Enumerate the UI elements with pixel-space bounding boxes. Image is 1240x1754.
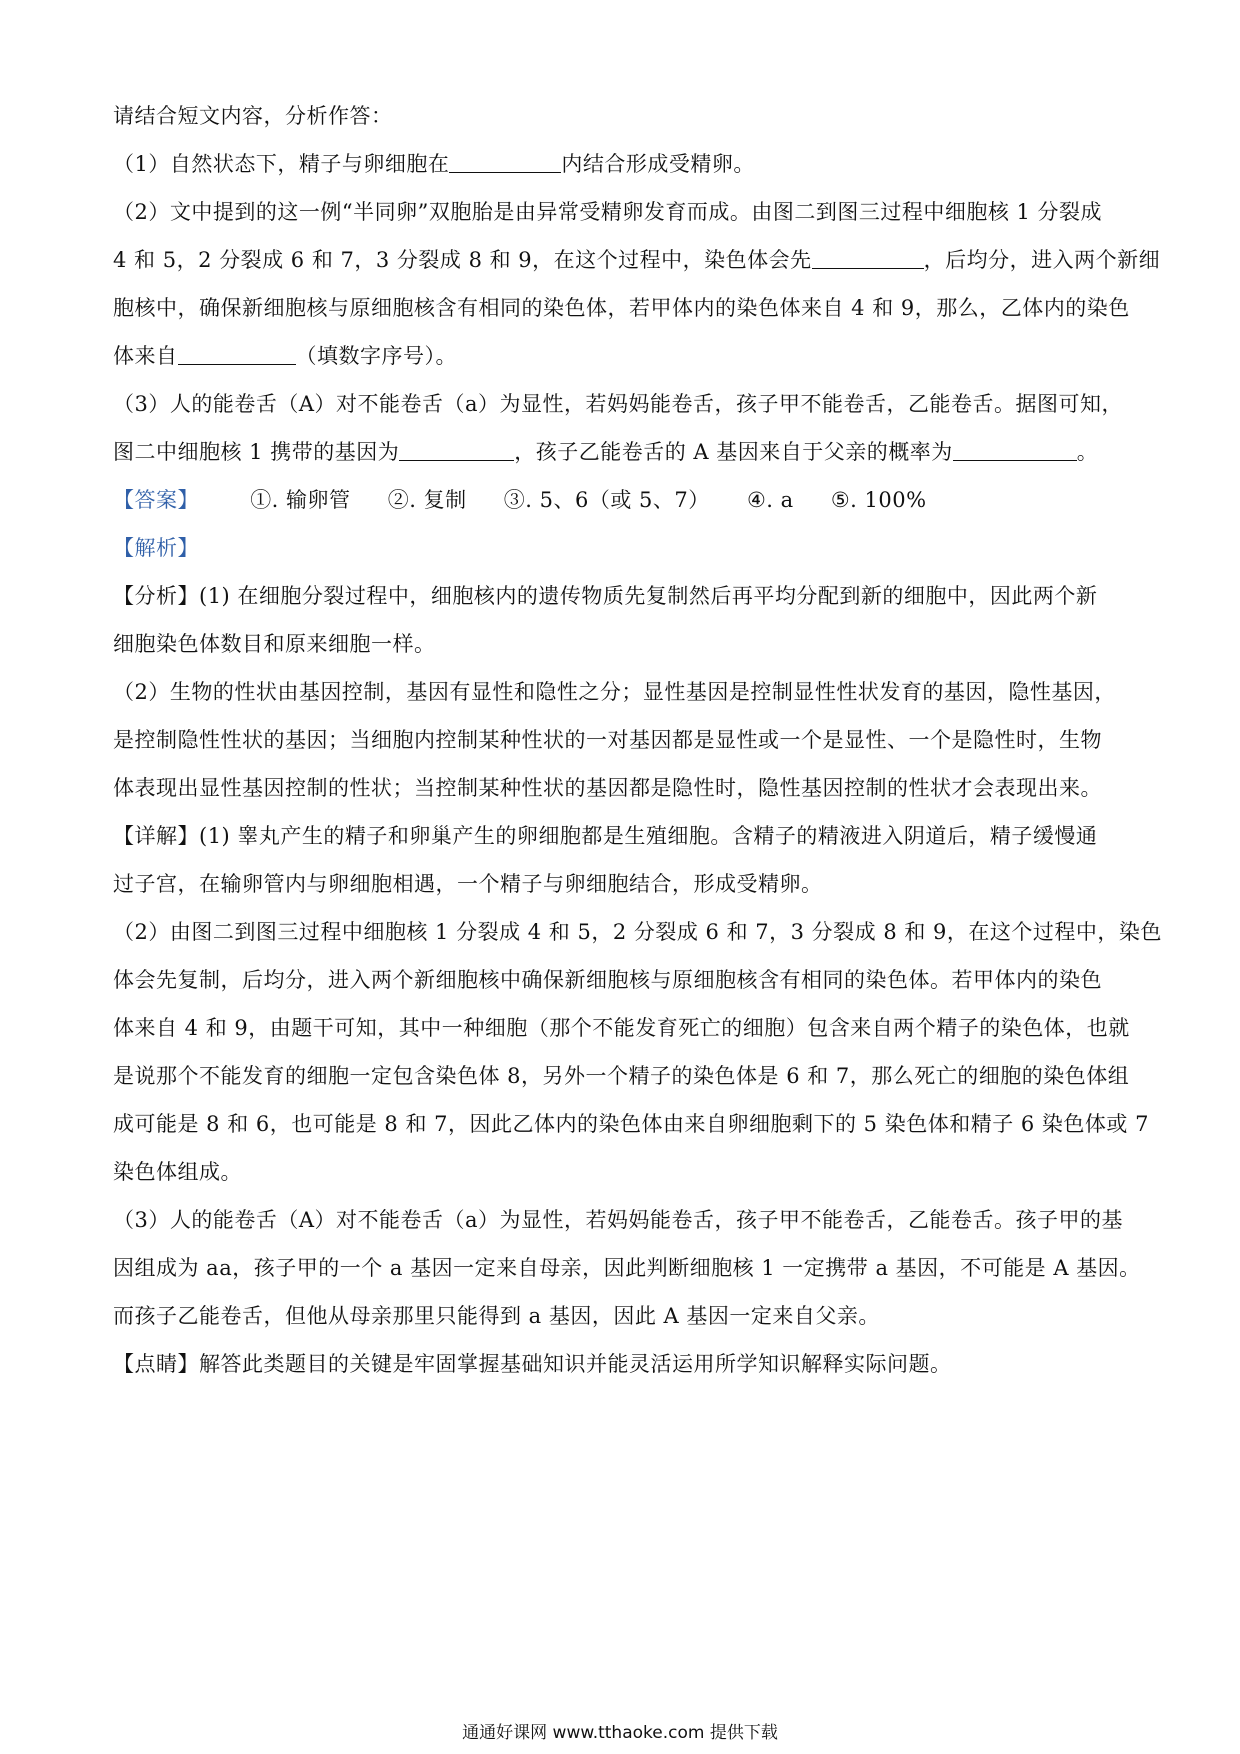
answer-item-5: ⑤. 100%: [830, 488, 927, 512]
analysis-tag: 【解析】: [113, 536, 199, 560]
question-2-line-3: 胞核中，确保新细胞核与原细胞核含有相同的染色体，若甲体内的染色体来自 4 和 9，那么，乙体内的染色: [113, 296, 1130, 320]
xiangjie-line-3: （2）由图二到图三过程中细胞核 1 分裂成 4 和 5，2 分裂成 6 和 7，3 分裂成 8 和 9，在这个过程中，染色: [113, 920, 1162, 944]
xiangjie-line-9: （3）人的能卷舌（A）对不能卷舌（a）为显性，若妈妈能卷舌，孩子甲不能卷舌，乙能卷舌。孩子甲的基: [113, 1208, 1124, 1232]
fenxi-line-1: 【分析】(1) 在细胞分裂过程中，细胞核内的遗传物质先复制然后再平均分配到新的细胞中，因此两个新: [113, 584, 1098, 608]
fenxi-line-5: 体表现出显性基因控制的性状；当控制某种性状的基因都是隐性时，隐性基因控制的性状才会表现出来。: [113, 776, 1102, 800]
fenxi-line-4: 是控制隐性性状的基因；当细胞内控制某种性状的一对基因都是显性或一个是显性、一个是隐性时，生物: [113, 728, 1102, 752]
q2-answer-blank-1[interactable]: [812, 242, 924, 269]
q3-answer-blank-1[interactable]: [399, 434, 514, 461]
q3-text-middle: ，孩子乙能卷舌的 A 基因来自于父亲的概率为: [514, 440, 953, 464]
question-1: [113, 140, 1128, 188]
q2-text-after-blank-2: （填数字序号）。: [295, 344, 457, 368]
q3-answer-blank-2[interactable]: [953, 434, 1077, 461]
xiangjie-line-6: 是说那个不能发育的细胞一定包含染色体 8，另外一个精子的染色体是 6 和 7，那么死亡的细胞的染色体组: [113, 1064, 1130, 1088]
q1-text-after: 内结合形成受精卵。: [561, 152, 755, 176]
intro-line: 请结合短文内容，分析作答：: [113, 104, 393, 128]
q1-answer-blank[interactable]: [449, 146, 561, 173]
question-3-line-1: （3）人的能卷舌（A）对不能卷舌（a）为显性，若妈妈能卷舌，孩子甲不能卷舌，乙能卷舌。据图可知，: [113, 392, 1124, 416]
question-3-line-2: [113, 428, 1128, 476]
fenxi-line-3: （2）生物的性状由基因控制，基因有显性和隐性之分；显性基因是控制显性性状发育的基因，隐性基因，: [113, 680, 1116, 704]
xiangjie-line-2: 过子宫，在输卵管内与卵细胞相遇，一个精子与卵细胞结合，形成受精卵。: [113, 872, 823, 896]
q2-text-before-blank: 4 和 5，2 分裂成 6 和 7，3 分裂成 8 和 9，在这个过程中，染色体会先: [113, 248, 812, 272]
answer-tag: 【答案】: [113, 488, 199, 512]
q1-text-before: （1）自然状态下，精子与卵细胞在: [113, 152, 450, 176]
answer-item-2: ②. 复制: [387, 488, 467, 512]
xiangjie-line-8: 染色体组成。: [113, 1160, 242, 1184]
document-body: [113, 92, 1162, 1388]
answer-item-1: ①. 输卵管: [250, 488, 351, 512]
q2-text-after-blank: ，后均分，进入两个新细: [923, 248, 1161, 272]
q2-answer-blank-2[interactable]: [178, 338, 296, 365]
page-footer: 通通好课网 www.tthaoke.com 提供下载: [462, 1723, 778, 1743]
answer-item-3: ③. 5、6（或 5、7）: [503, 488, 710, 512]
question-2-line-2: [113, 236, 1161, 284]
question-2-line-4: [113, 332, 1128, 380]
q3-text-before-blank: 图二中细胞核 1 携带的基因为: [113, 440, 400, 464]
answer-item-4: ④. a: [746, 488, 794, 512]
q3-text-after: 。: [1076, 440, 1099, 464]
xiangjie-line-11: 而孩子乙能卷舌，但他从母亲那里只能得到 a 基因，因此 A 基因一定来自父亲。: [113, 1304, 880, 1328]
xiangjie-line-5: 体来自 4 和 9，由题干可知，其中一种细胞（那个不能发育死亡的细胞）包含来自两个精子的染色体，也就: [113, 1016, 1130, 1040]
q2-text-before-blank-2: 体来自: [113, 344, 178, 368]
fenxi-line-2: 细胞染色体数目和原来细胞一样。: [113, 632, 436, 656]
answer-line: [113, 476, 1128, 524]
dianjing-line: 【点睛】解答此类题目的关键是牢固掌握基础知识并能灵活运用所学知识解释实际问题。: [113, 1352, 952, 1376]
xiangjie-line-7: 成可能是 8 和 6，也可能是 8 和 7，因此乙体内的染色体由来自卵细胞剩下的 5 染色体和精子 6 染色体或 7: [113, 1112, 1149, 1136]
question-2-line-1: （2）文中提到的这一例“半同卵”双胞胎是由异常受精卵发育而成。由图二到图三过程中细胞核 1 分裂成: [113, 200, 1103, 224]
xiangjie-line-10: 因组成为 aa，孩子甲的一个 a 基因一定来自母亲，因此判断细胞核 1 一定携带 a 基因，不可能是 A 基因。: [113, 1256, 1141, 1280]
xiangjie-line-4: 体会先复制，后均分，进入两个新细胞核中确保新细胞核与原细胞核含有相同的染色体。若甲体内的染色: [113, 968, 1102, 992]
xiangjie-line-1: 【详解】(1) 睾丸产生的精子和卵巢产生的卵细胞都是生殖细胞。含精子的精液进入阴道后，精子缓慢通: [113, 824, 1098, 848]
